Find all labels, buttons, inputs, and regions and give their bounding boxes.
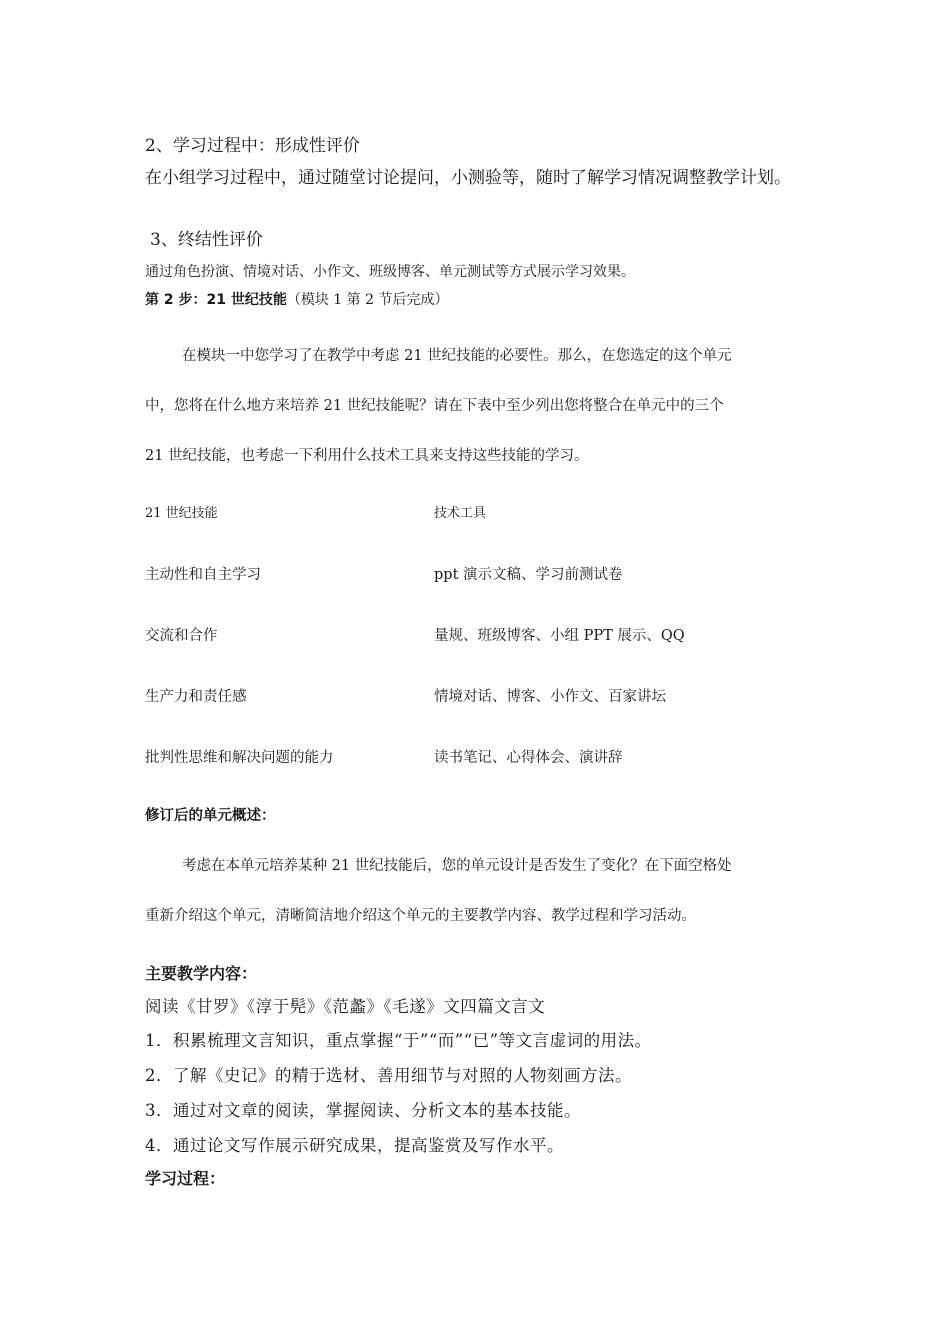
- content-item-4: 4．通过论文写作展示研究成果，提高鉴赏及写作水平。: [145, 1136, 564, 1155]
- content-item-3: 3．通过对文章的阅读，掌握阅读、分析文本的基本技能。: [145, 1101, 581, 1120]
- table-row-2-skill: 交流和合作: [145, 628, 218, 644]
- step2-heading: [145, 289, 448, 309]
- table-header-skill: 21 世纪技能: [145, 506, 218, 521]
- table-row-1-skill: 主动性和自主学习: [145, 567, 261, 583]
- step2-title: 第 2 步：21 世纪技能: [145, 292, 287, 308]
- table-row-2-tools: 量规、班级博客、小组 PPT 展示、QQ: [434, 628, 685, 644]
- step2-intro-line-3: 21 世纪技能，也考虑一下利用什么技术工具来支持这些技能的学习。: [145, 448, 589, 464]
- content-item-1: 1．积累梳理文言知识，重点掌握“于”“而”“已”等文言虚词的用法。: [145, 1031, 652, 1050]
- table-row-4-tools: 读书笔记、心得体会、演讲辞: [434, 750, 623, 766]
- formative-eval-heading: 2、学习过程中：形成性评价: [145, 136, 360, 156]
- table-row-3-tools: 情境对话、博客、小作文、百家讲坛: [434, 689, 666, 705]
- content-item-2: 2．了解《史记》的精于选材、善用细节与对照的人物刻画方法。: [145, 1066, 632, 1085]
- formative-eval-text: 在小组学习过程中，通过随堂讨论提问，小测验等，随时了解学习情况调整教学计划。: [145, 168, 791, 188]
- revised-overview-heading: 修订后的单元概述：: [145, 807, 276, 824]
- step2-note: （模块 1 第 2 节后完成）: [286, 292, 449, 308]
- table-row-4-skill: 批判性思维和解决问题的能力: [145, 750, 334, 766]
- table-header-tools: 技术工具: [434, 506, 487, 521]
- step2-intro-line-2: 中，您将在什么地方来培养 21 世纪技能呢？请在下表中至少列出您将整合在单元中的三个: [145, 398, 724, 414]
- summative-eval-heading: 3、终结性评价: [150, 230, 263, 250]
- content-heading: 主要教学内容：: [145, 964, 258, 983]
- revised-overview-line-1: 考虑在本单元培养某种 21 世纪技能后，您的单元设计是否发生了变化？在下面空格处: [182, 858, 732, 874]
- table-row-3-skill: 生产力和责任感: [145, 689, 247, 705]
- step2-intro-line-1: 在模块一中您学习了在教学中考虑 21 世纪技能的必要性。那么，在您选定的这个单元: [182, 348, 732, 364]
- revised-overview-line-2: 重新介绍这个单元，清晰简洁地介绍这个单元的主要教学内容、教学过程和学习活动。: [145, 908, 696, 924]
- process-heading: 学习过程：: [145, 1169, 226, 1188]
- summative-eval-text: 通过角色扮演、情境对话、小作文、班级博客、单元测试等方式展示学习效果。: [145, 264, 635, 280]
- table-row-1-tools: ppt 演示文稿、学习前测试卷: [434, 567, 623, 583]
- content-reading: 阅读《甘罗》《淳于髡》《范蠡》《毛遂》文四篇文言文: [145, 997, 546, 1016]
